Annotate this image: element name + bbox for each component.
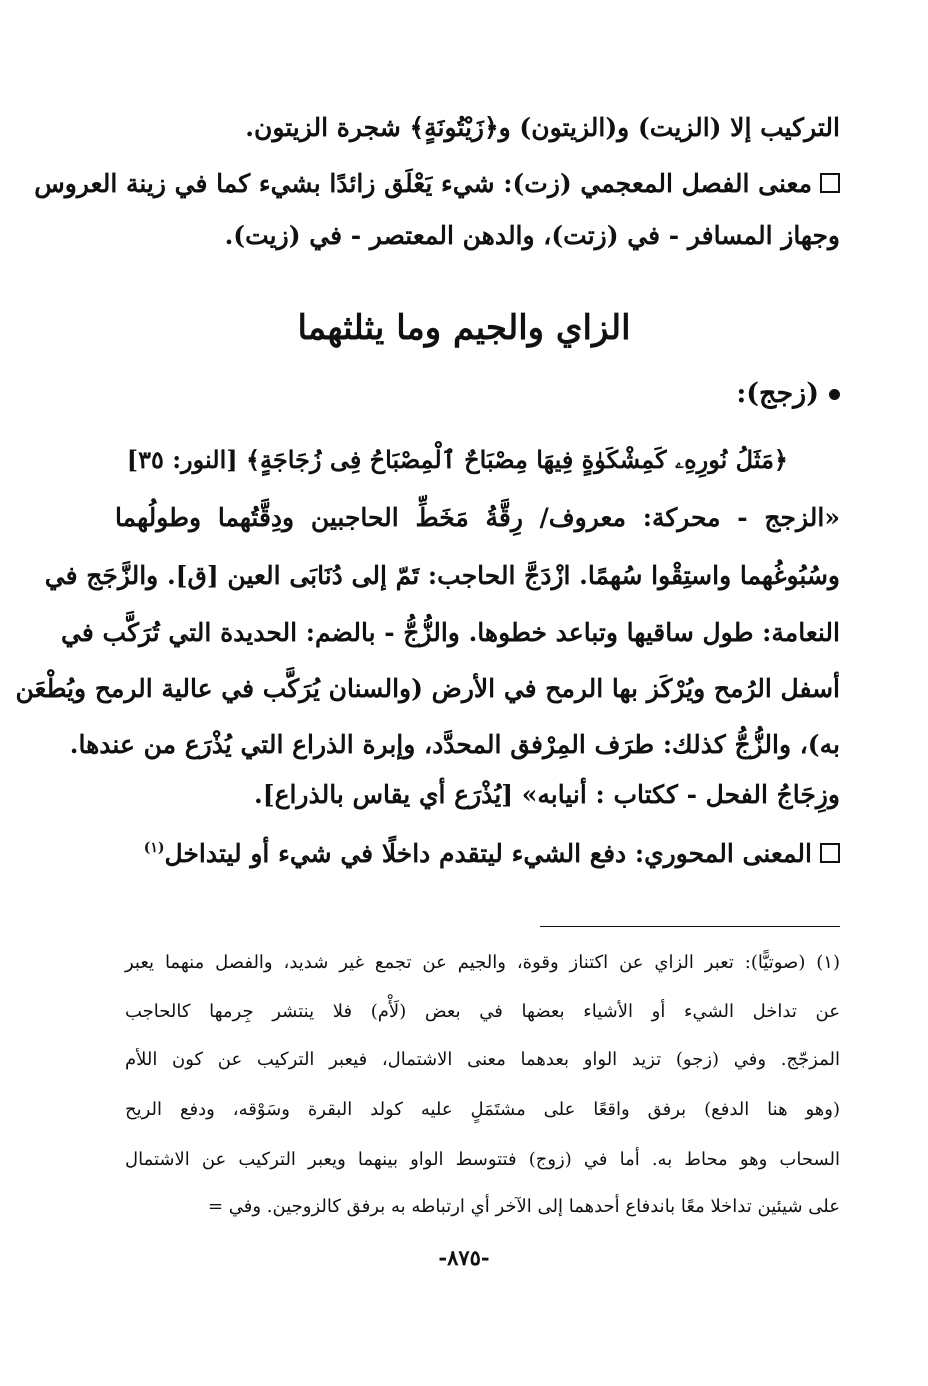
quran-verse: ﴿مَثَلُ نُورِهِۦ كَمِشْكَوٰةٍ فِيهَا مِصْبَاحٌ ٱلْمِصْبَاحُ فِى زُجَاجَةٍ﴾ [النور: ٣٥] [126,445,788,474]
entry-line: وزِجَاجُ الفحل - ككتاب : أنيابه» [يُذْرَع أي يقاس بالذراع]. [254,780,840,809]
square-marker-icon [820,173,840,193]
footnote-line: السحاب وهو محاط به. أما في (زوج) فتتوسط الواو بينهما ويعبر التركيب عن الاشتمال [125,1149,840,1170]
footnote-line: عن تداخل الشيء أو الأشياء بعضها في بعض (لَأْم) فلا ينتشر جِرمها كالحاجب [125,1001,840,1022]
core-meaning-text: المعنى المحوري: دفع الشيء ليتقدم داخلًا في شيء أو ليتداخل [164,839,812,868]
entry-label [736,372,840,416]
footnote-reference: (١) [143,840,165,856]
page-number: -٨٧٥- [438,1245,490,1270]
entry-line: النعامة: طول ساقيها وتباعد خطوها. والزُّجُّ - بالضم: الحديدة التي تُرَكَّب في [61,618,840,647]
entry-root: (زجج): [736,378,819,409]
footnote-line: على شيئين تداخلا معًا باندفاع أحدهما إلى الآخر أي ارتباطه به برفق كالزوجين. وفي = [207,1196,840,1217]
core-meaning-line [115,826,840,870]
entry-line: وسُبُوغُهما واستِقْوا سُهمًا. ازْدَجَّ الحاجب: تَمّ إلى دُنَابَى العين [ق]. والزَّجَج في [44,561,840,590]
lexical-meaning-line [34,162,840,206]
footnote-line: (وهو هنا الدفع) برفق واقعًا على مشتَمَلٍ عليه كولد البقرة وسَوْقه، ودفع الريح [125,1099,840,1120]
text-line-continuation: التركيب إلا (الزيت) و(الزيتون) و﴿زَيْتُونَةٍ﴾ شجرة الزيتون. [245,113,840,142]
entry-line: «الزجج - محركة: معروف/ رِقَّةُ مَخَطِّ الحاجبين ودِقَّتُهما وطولُهما [115,503,840,532]
entry-line: أسفل الرُمح ويُرْكَز بها الرمح في الأرض (والسنان يُرَكَّب في عالية الرمح ويُطْعَن [15,674,840,703]
footnote-line: (١) (صوتيًّا): تعبر الزاي عن اكتناز وقوة، والجيم عن تجمع غير شديد، والفصل منهما يعبر [125,952,840,973]
entry-line: به)، والزُّجُّ كذلك: طرَف المِرْفق المحدَّد، وإبرة الذراع التي يُذْرَع من عندها. [69,730,840,759]
footnote-line: المزجّج. وفي (زجو) تزيد الواو بعدهما معنى الاشتمال، فيعبر التركيب عن كون اللأم [125,1049,840,1070]
footnote-separator [540,926,840,927]
section-title: الزاي والجيم وما يثلثهما [297,308,631,348]
bullet-icon [829,389,840,400]
lexical-meaning-text: معنى الفصل المعجمي (زت): شيء يَعْلَق زائدًا بشيء كما في زينة العروس [34,169,812,198]
square-marker-icon [820,843,840,863]
text-line: وجهاز المسافر - في (زتت)، والدهن المعتصر - في (زيت). [224,221,840,250]
